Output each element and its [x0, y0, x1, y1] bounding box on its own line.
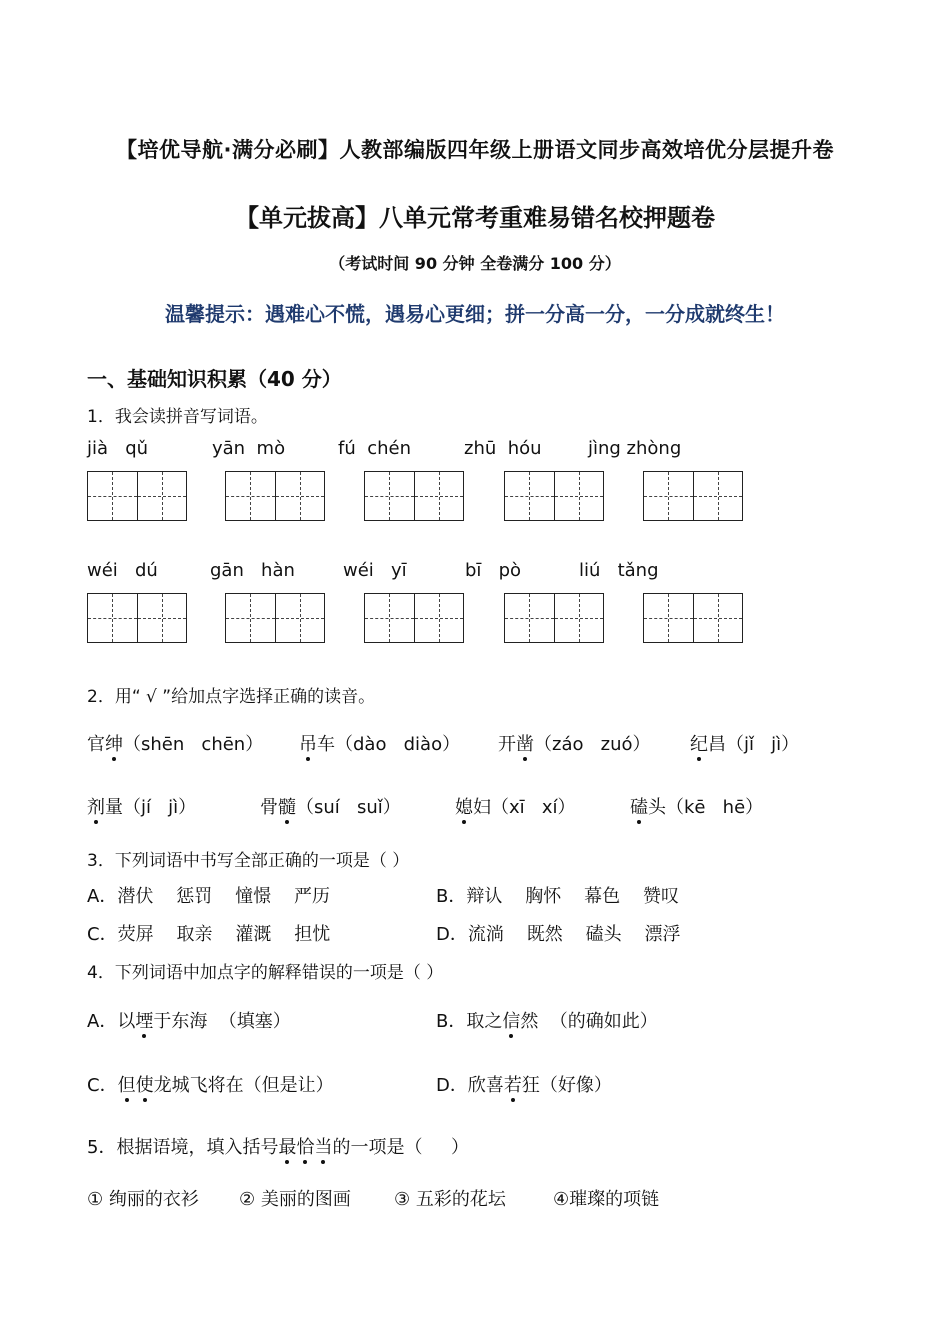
option-d[interactable]: D．欣喜若狂（好像）	[436, 1071, 612, 1097]
pinyin-3: fú chén	[338, 438, 411, 459]
reading-item: 开凿（záo zuó）	[498, 730, 651, 756]
pinyin-4: zhū hóu	[464, 438, 542, 459]
pinyin-1: jià qǔ	[87, 438, 149, 459]
warm-tip: 温馨提示：遇难心不慌，遇易心更细；拼一分高一分，一分成就终生！	[165, 302, 785, 326]
writing-grid[interactable]	[364, 471, 464, 521]
writing-grid[interactable]	[504, 593, 604, 643]
option-c[interactable]: C．荧屏 取亲 灌溉 担忧	[87, 924, 331, 945]
reading-item: 媳妇（xī xí）	[455, 793, 575, 819]
paper-series-title: 【培优导航·满分必刷】人教部编版四年级上册语文同步高效培优分层提升卷	[116, 138, 834, 162]
exam-info: （考试时间 90 分钟 全卷满分 100 分）	[329, 254, 621, 273]
reading-item: 纪昌（jǐ jì）	[690, 730, 799, 756]
question-2-stem: 2．用“ √ ”给加点字选择正确的读音。	[87, 687, 376, 707]
list-item: ③ 五彩的花坛	[394, 1189, 506, 1210]
reading-item: 骨髓（suí suǐ）	[260, 793, 401, 819]
pinyin-2: yān mò	[212, 438, 286, 459]
option-a[interactable]: A．以堙于东海 （填塞）	[87, 1007, 291, 1033]
question-1-stem: 1．我会读拼音写词语。	[87, 407, 268, 427]
option-b[interactable]: B．取之信然 （的确如此）	[436, 1007, 658, 1033]
pinyin-7: gān hàn	[210, 560, 295, 581]
section-title: 一、基础知识积累（40 分）	[87, 367, 342, 391]
writing-grid[interactable]	[225, 593, 325, 643]
question-4-stem: 4．下列词语中加点字的解释错误的一项是（ ）	[87, 963, 444, 983]
pinyin-10: liú tǎng	[579, 560, 659, 581]
reading-item: 官绅（shēn chēn）	[87, 730, 263, 756]
option-a[interactable]: A．潜伏 惩罚 憧憬 严历	[87, 886, 330, 907]
writing-grid[interactable]	[364, 593, 464, 643]
writing-grid[interactable]	[504, 471, 604, 521]
pinyin-5: jìng zhòng	[588, 438, 682, 459]
pinyin-9: bī pò	[465, 560, 522, 581]
writing-grid[interactable]	[643, 471, 743, 521]
writing-grid[interactable]	[87, 593, 187, 643]
list-item: ② 美丽的图画	[239, 1189, 351, 1210]
list-item: ④璀璨的项链	[553, 1189, 660, 1210]
option-b[interactable]: B．辩认 胸怀 幕色 赞叹	[436, 886, 680, 907]
writing-grid[interactable]	[643, 593, 743, 643]
question-5-stem: 5．根据语境，填入括号最恰当的一项是（ ）	[87, 1133, 469, 1159]
question-3-stem: 3．下列词语中书写全部正确的一项是（ ）	[87, 851, 410, 871]
writing-grid[interactable]	[225, 471, 325, 521]
paper-title: 【单元拔高】八单元常考重难易错名校押题卷	[235, 204, 715, 232]
reading-item: 磕头（kē hē）	[630, 793, 763, 819]
list-item: ① 绚丽的衣衫	[87, 1189, 199, 1210]
pinyin-6: wéi dú	[87, 560, 158, 581]
writing-grid[interactable]	[87, 471, 187, 521]
reading-item: 剂量（jí jì）	[87, 793, 196, 819]
option-d[interactable]: D．流淌 既然 磕头 漂浮	[436, 924, 681, 945]
pinyin-8: wéi yī	[343, 560, 407, 581]
reading-item: 吊车（dào diào）	[299, 730, 460, 756]
option-c[interactable]: C．但使龙城飞将在（但是让）	[87, 1071, 334, 1097]
